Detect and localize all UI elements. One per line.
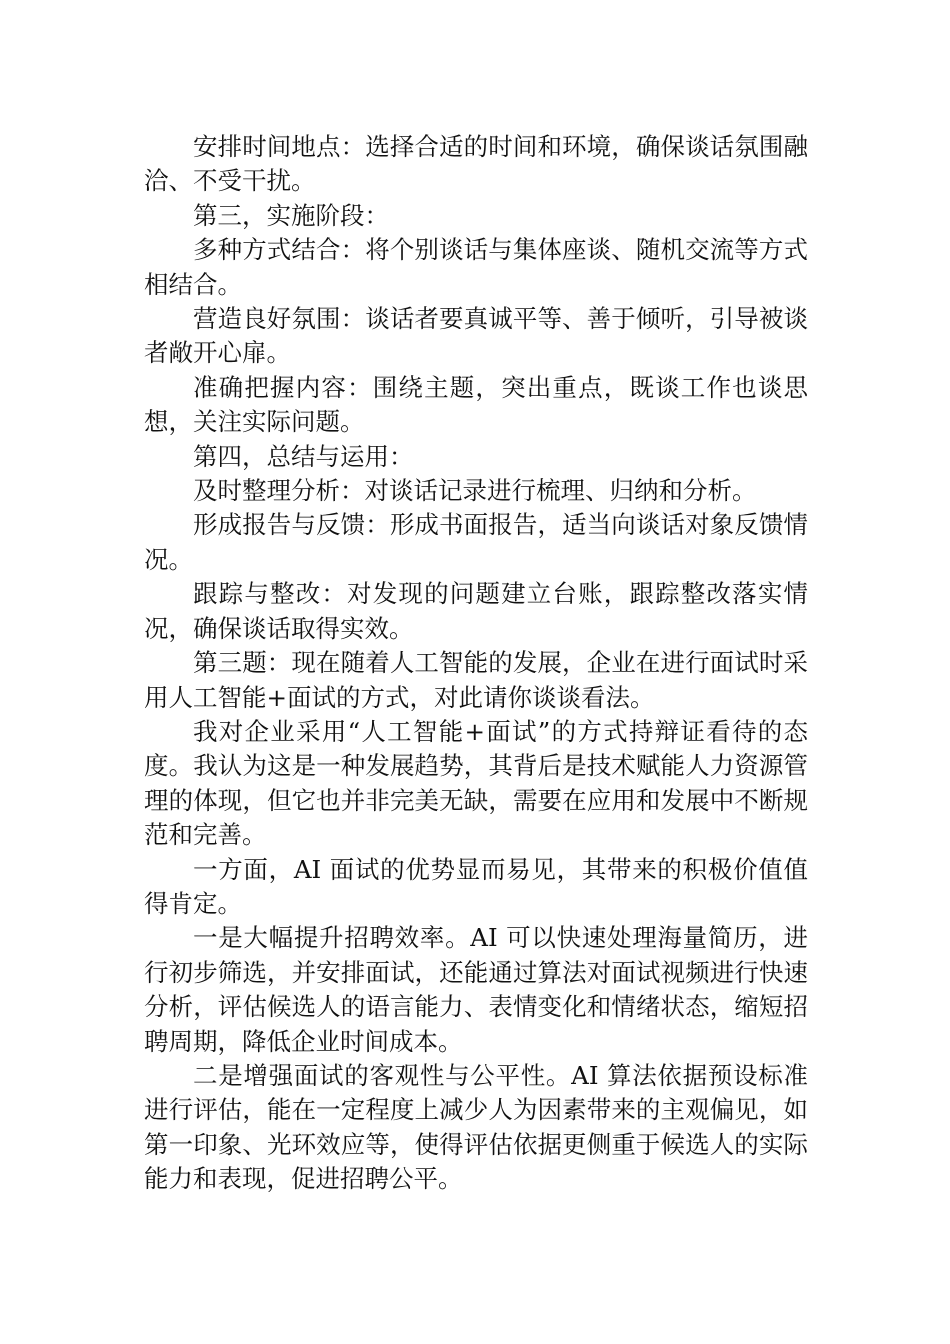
paragraph-report-feedback: 形成报告与反馈：形成书面报告，适当向谈话对象反馈情况。 [144, 510, 808, 574]
paragraph-heading-stage-three: 第三，实施阶段： [193, 200, 389, 230]
paragraph-question-three: 第三题：现在随着人工智能的发展，企业在进行面试时采用人工智能+面试的方式，对此请你谈谈看法。 [144, 648, 808, 712]
paragraph-good-atmosphere: 营造良好氛围：谈话者要真诚平等、善于倾听，引导被谈者敞开心扉。 [144, 304, 808, 368]
paragraph-arrange-time-place: 安排时间地点：选择合适的时间和环境，确保谈话氛围融洽、不受干扰。 [144, 132, 808, 196]
paragraph-timely-analysis: 及时整理分析：对谈话记录进行梳理、归纳和分析。 [193, 476, 757, 506]
paragraph-heading-stage-four: 第四，总结与运用： [193, 441, 414, 471]
paragraph-track-rectify: 跟踪与整改：对发现的问题建立台账，跟踪整改落实情况，确保谈话取得实效。 [144, 579, 808, 643]
paragraph-advantages-intro: 一方面，AI 面试的优势显而易见，其带来的积极价值值得肯定。 [144, 854, 808, 918]
paragraph-objectivity: 二是增强面试的客观性与公平性。AI 算法依据预设标准进行评估，能在一定程度上减少人为因素带来的主观偏见，如第一印象、光环效应等，使得评估依据更侧重于候选人的实际能力和表现，促进招聘公平。 [144, 1060, 808, 1194]
paragraph-efficiency: 一是大幅提升招聘效率。AI 可以快速处理海量简历，进行初步筛选，并安排面试，还能通过算法对面试视频进行快速分析，评估候选人的语言能力、表情变化和情绪状态，缩短招聘周期，降低企业时间成本。 [144, 923, 808, 1056]
paragraph-combine-methods: 多种方式结合：将个别谈话与集体座谈、随机交流等方式相结合。 [144, 235, 808, 299]
paragraph-grasp-content: 准确把握内容：围绕主题，突出重点，既谈工作也谈思想，关注实际问题。 [144, 372, 808, 437]
paragraph-dialectical-view: 我对企业采用“人工智能+面试”的方式持辩证看待的态度。我认为这是一种发展趋势，其背后是技术赋能人力资源管理的体现，但它也并非完美无缺，需要在应用和发展中不断规范和完善。 [144, 716, 808, 850]
document-body [144, 130, 808, 1197]
